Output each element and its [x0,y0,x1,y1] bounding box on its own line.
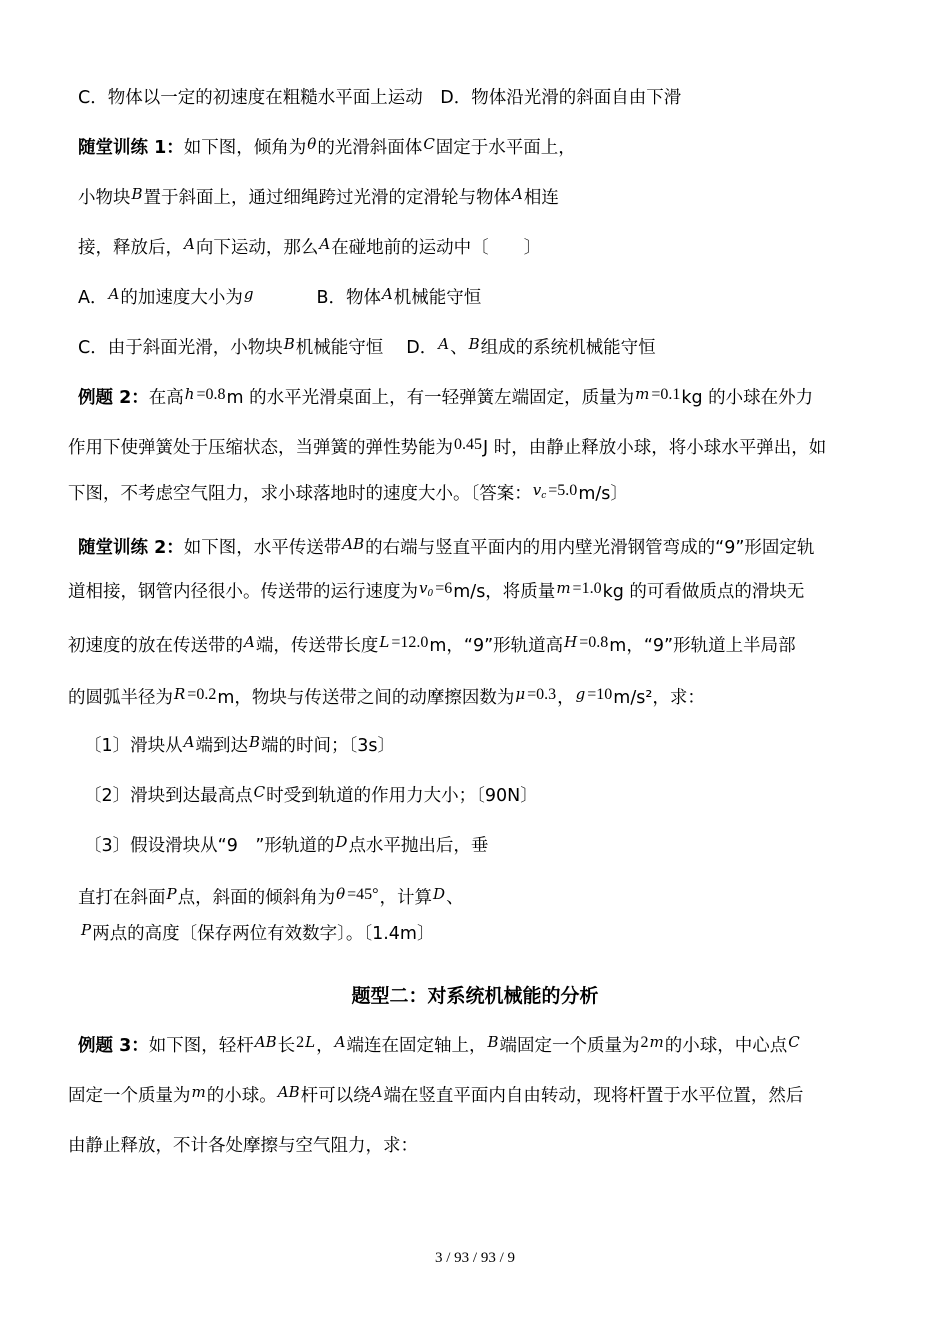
math-var: g [575,685,586,703]
math-var: AB [254,1033,277,1051]
math-num: =10 [587,686,613,703]
math-var: A [319,235,331,253]
math-var: L [305,1033,316,1051]
section-label: 例题 2： [78,388,149,408]
math-var: m [649,1033,664,1051]
page-number: 3 / 93 / 93 / 9 [434,1250,515,1266]
math-var: P [81,921,92,939]
math-var: $v_c$ [532,481,547,501]
math-num: =5.0 [548,482,578,499]
math-var: A [183,733,195,751]
section-label: 例题 3： [78,1036,149,1056]
math-var: A [371,1083,383,1101]
math-var: A [244,633,255,651]
text-line-1: C．物体以一定的初速度在粗糙水平面上运动 D．物体沿光滑的斜面自由下滑 [78,88,682,108]
math-var: L [379,633,390,651]
text-line-13: 的圆弧半径为R =0.2m，物块与传送带之间的动摩擦因数为μ =0.3，g =10m/s²，求： [68,685,705,708]
text-line-21: 固定一个质量为m的小球。AB杆可以绕A端在竖直平面内自由转动，现将杆置于水平位置，然后 [68,1083,804,1106]
math-var: g [243,285,254,303]
math-var: m [635,385,650,403]
math-var: A [184,235,195,253]
math-var: H [564,633,578,651]
text-line-2: 随堂训练 1：如下图，倾角为θ的光滑斜面体C固定于水平面上， [78,135,576,158]
text-line-18: P两点的高度〔保存两位有效数字〕。〔1.4m〕 [81,921,435,944]
math-var: AB [342,535,365,553]
text-line-12: 初速度的放在传送带的A端，传送带长度L =12.0m，“9”形轨道高H =0.8m，“9”形轨道上半局部 [68,633,796,656]
math-var: D [335,833,348,851]
math-num: 0.45 [454,436,482,453]
math-num: =0.8 [196,386,226,403]
option-line-cd: C．由于斜面光滑，小物块B机械能守恒 D．A、B组成的系统机械能守恒 [78,335,656,358]
text-line-20: 例题 3：如下图，轻杆AB长2L，A端连在固定轴上，B端固定一个质量为2m的小球，中心点C [78,1033,800,1056]
math-var: P [166,885,177,903]
section-title: 题型二：对系统机械能的分析 [351,985,599,1007]
math-var: C [788,1033,800,1051]
math-var: C [423,135,435,153]
math-num: =6 [435,580,453,597]
section-label: 随堂训练 2： [78,538,184,558]
math-var: θ [307,135,317,153]
math-var: A [334,1033,346,1051]
math-var: $v_0$ [419,579,434,599]
math-num: =0.8 [579,634,609,651]
math-var: B [283,335,295,353]
math-var: A [438,335,450,353]
section-label: 随堂训练 1： [78,138,184,158]
math-var: AB [277,1083,300,1101]
question-3: 〔3〕假设滑块从“9 ”形轨道的D点水平抛出后，垂 [84,833,489,856]
math-var: D [433,885,446,903]
math-var: θ [336,885,346,903]
math-var: m [191,1083,206,1101]
math-num: =0.3 [527,686,557,703]
math-var: B [487,1033,499,1051]
question-2: 〔2〕滑块到达最高点C时受到轨道的作用力大小；〔90N〕 [84,783,538,806]
text-line-7: 例题 2：在高h =0.8m 的水平光滑桌面上，有一轻弹簧左端固定，质量为m =0.1kg 的小球在外力 [78,385,814,408]
math-num: =1.0 [572,580,602,597]
math-num: 2 [296,1034,305,1051]
text-line-3: 小物块B置于斜面上，通过细绳跨过光滑的定滑轮与物体A相连 [78,185,559,208]
option-line-ab: A．A的加速度大小为g B．物体A机械能守恒 [78,285,482,308]
math-num: =12.0 [391,634,429,651]
math-var: B [248,733,261,751]
math-var: A [108,285,120,303]
math-var: μ [515,685,526,703]
text-line-11: 道相接，钢管内径很小。传送带的运行速度为$v_0 =6m/s$，将质量m =1.0kg 的可看做质点的滑块无 [68,579,805,602]
math-num: =0.2 [187,686,217,703]
math-var: C [253,783,266,801]
math-num: 2 [640,1034,649,1051]
text-line-4: 接，释放后，A向下运动，那么A在碰地前的运动中〔 〕 [78,235,542,258]
math-var: R [174,685,186,703]
text-line-10: 随堂训练 2：如下图，水平传送带AB的右端与竖直平面内的用内壁光滑钢管弯成的“9”形固定轨 [78,535,815,558]
math-var: h [184,385,195,403]
text-line-8: 作用下使弹簧处于压缩状态，当弹簧的弹性势能为0.45J 时，由静止释放小球，将小球水平弹出，如 [68,436,827,458]
text-line-9: 下图，不考虑空气阻力，求小球落地时的速度大小。〔答案：$v_c =5.0m/s$〕 [68,481,628,504]
math-var: B [468,335,480,353]
math-var: B [131,185,143,203]
math-var: A [381,285,393,303]
text-line-22: 由静止释放，不计各处摩擦与空气阻力，求： [68,1136,418,1156]
math-var: m [556,579,571,597]
text-line-17: 直打在斜面P点，斜面的倾斜角为θ =45°，计算D、 [78,885,464,908]
math-num: =0.1 [651,386,681,403]
math-var: A [512,185,523,203]
math-num: =45° [347,886,379,903]
question-1: 〔1〕滑块从A端到达B端的时间；〔3s〕 [84,733,396,756]
